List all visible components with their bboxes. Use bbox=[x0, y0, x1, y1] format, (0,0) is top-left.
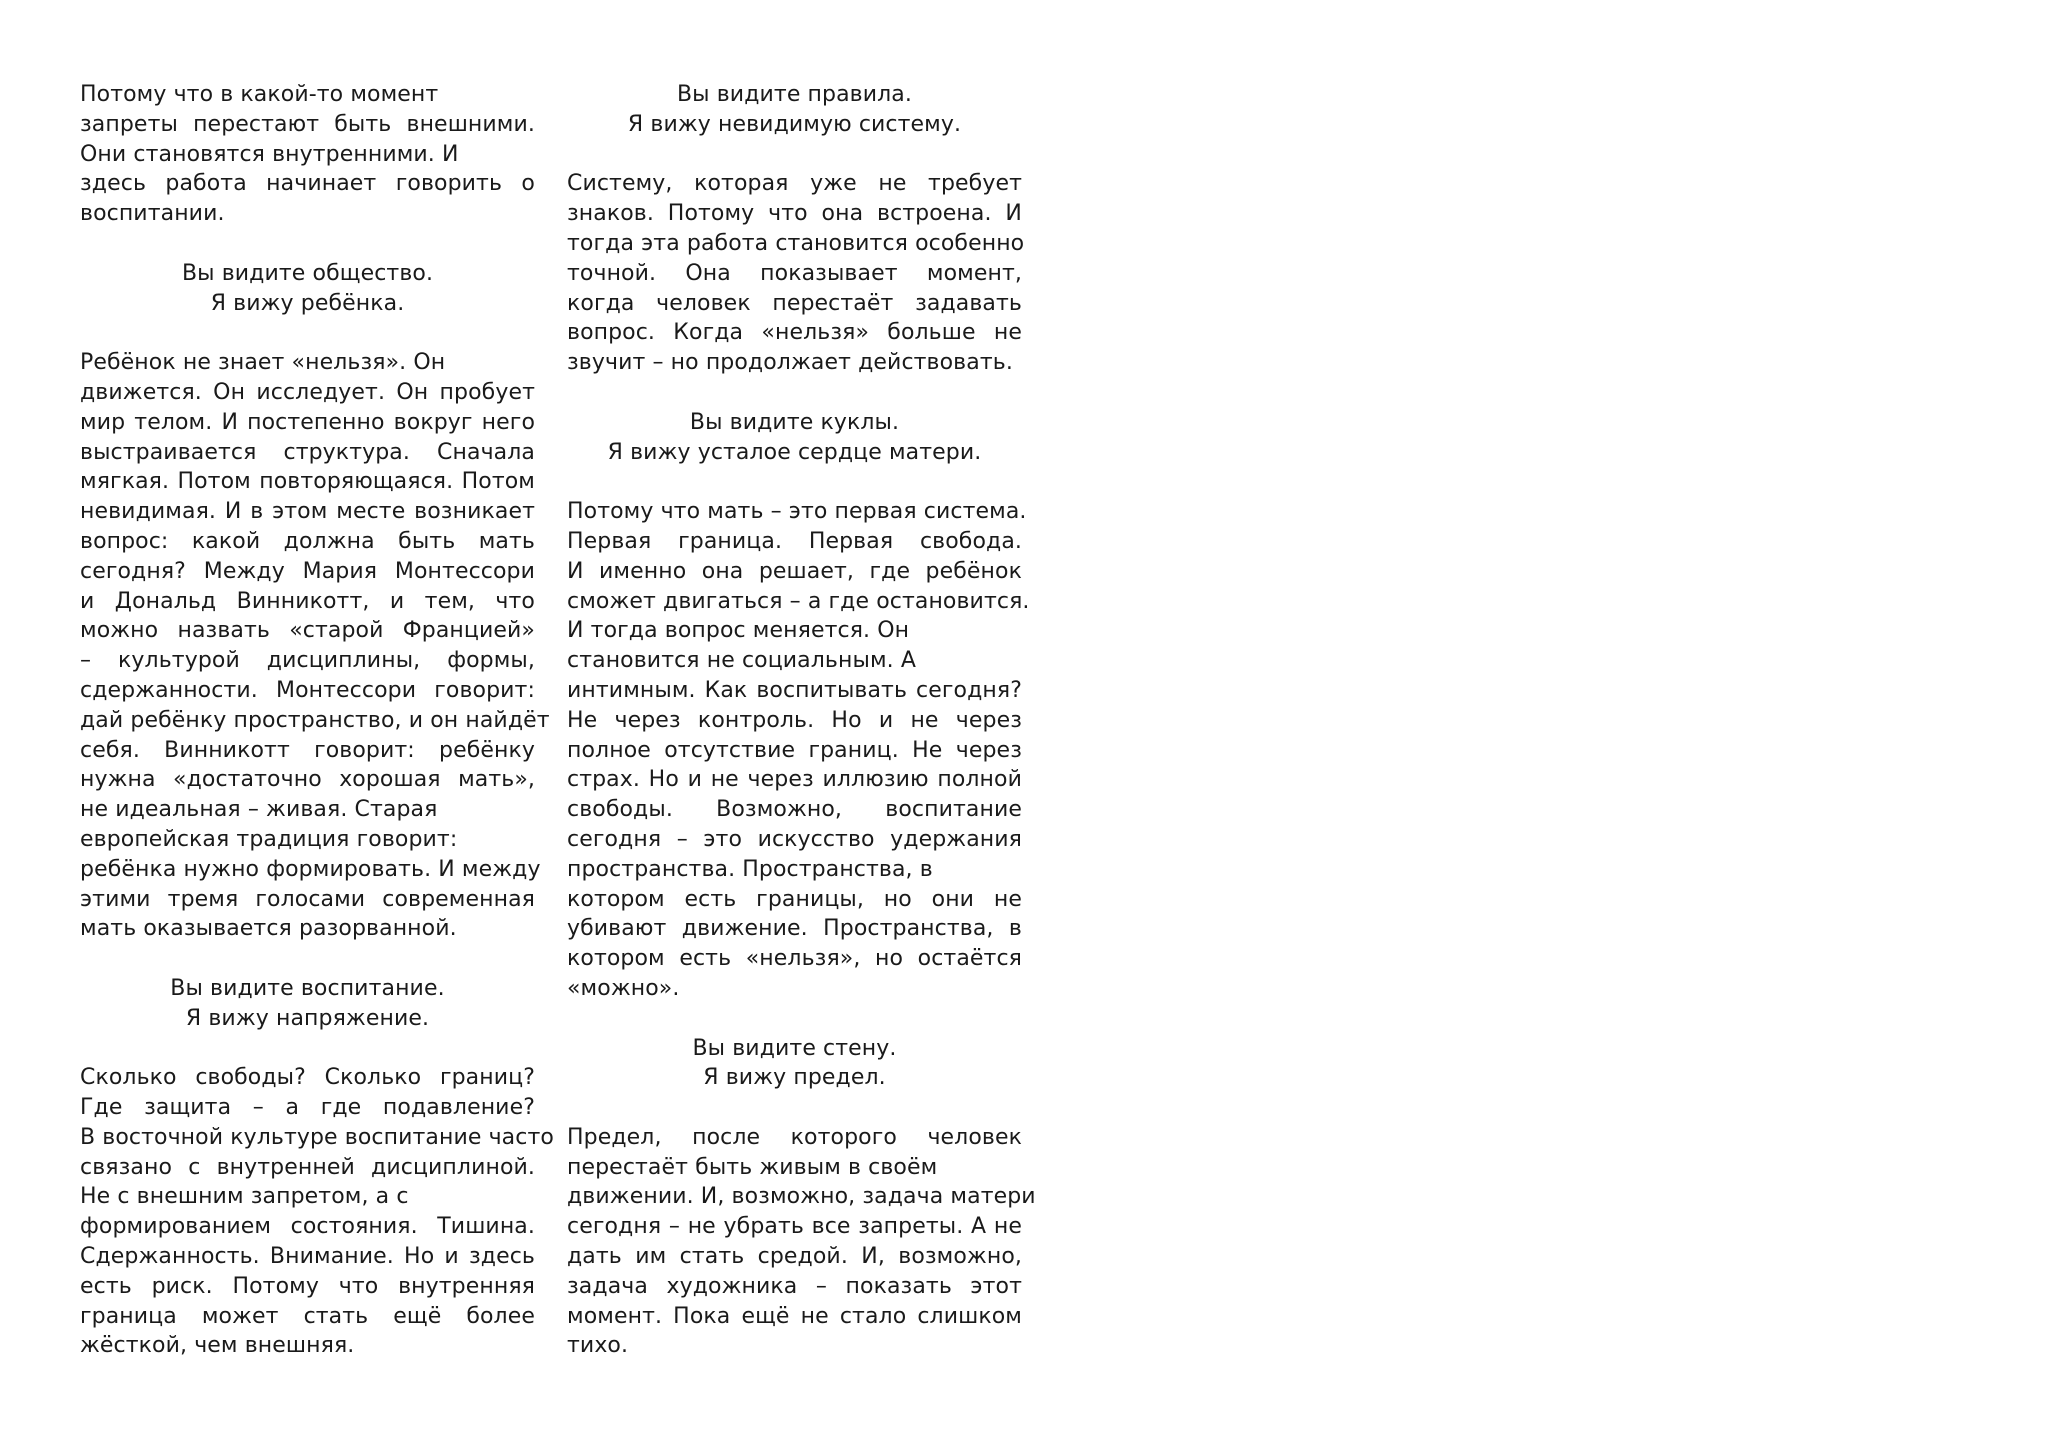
text-line: сегодня – это искусство удержания bbox=[567, 826, 1022, 852]
couplet-block bbox=[80, 259, 535, 319]
text-line: выстраивается структура. Сначала bbox=[80, 439, 535, 465]
text-line: И тогда вопрос меняется. Он bbox=[567, 618, 910, 644]
text-line: невидимая. И в этом месте возникает bbox=[80, 499, 535, 525]
text-line: Не через контроль. Но и не через bbox=[567, 707, 1022, 733]
text-line: движется. Он исследует. Он пробует bbox=[80, 379, 535, 405]
text-line: сегодня – не убрать все запреты. А не bbox=[567, 1214, 1022, 1240]
text-line: можно назвать «старой Францией» bbox=[80, 618, 535, 644]
text-line: Я вижу усталое сердце матери. bbox=[607, 439, 982, 465]
text-line: «можно». bbox=[567, 975, 680, 1001]
text-line: здесь работа начинает говорить о bbox=[80, 171, 535, 197]
text-line: страх. Но и не через иллюзию полной bbox=[567, 767, 1022, 793]
text-line: мир телом. И постепенно вокруг него bbox=[80, 409, 535, 435]
text-line: Вы видите правила. bbox=[676, 82, 912, 107]
text-line: Предел, после которого человек bbox=[567, 1124, 1022, 1150]
paragraph bbox=[567, 497, 1030, 1004]
paragraph bbox=[80, 348, 550, 944]
text-line: Я вижу ребёнка. bbox=[210, 290, 405, 316]
text-line: В восточной культуре воспитание часто bbox=[80, 1124, 554, 1150]
text-line: Вы видите воспитание. bbox=[170, 975, 445, 1001]
text-line: момент. Пока ещё не стало слишком bbox=[567, 1303, 1022, 1329]
text-line: себя. Винникотт говорит: ребёнку bbox=[80, 737, 535, 763]
text-line: воспитании. bbox=[80, 201, 225, 227]
text-line: запреты перестают быть внешними. bbox=[80, 111, 535, 137]
text-line: Потому что в какой-то момент bbox=[80, 82, 439, 107]
paragraph bbox=[567, 1123, 1036, 1361]
text-line: Первая граница. Первая свобода. bbox=[567, 528, 1022, 554]
text-line: жёсткой, чем внешняя. bbox=[80, 1333, 355, 1359]
text-line: Я вижу невидимую систему. bbox=[627, 111, 962, 137]
text-line: ребёнка нужно формировать. И между bbox=[80, 856, 541, 882]
text-line: интимным. Как воспитывать сегодня? bbox=[567, 677, 1022, 703]
couplet-block bbox=[567, 408, 1022, 468]
text-line: знаков. Потому что она встроена. И bbox=[567, 201, 1022, 227]
text-line: тогда эта работа становится особенно bbox=[567, 230, 1025, 256]
text-line: сдержанности. Монтессори говорит: bbox=[80, 677, 535, 703]
text-line: котором есть «нельзя», но остаётся bbox=[567, 946, 1022, 972]
text-line: Систему, которая уже не требует bbox=[567, 171, 1022, 197]
text-line: не идеальная – живая. Старая bbox=[80, 797, 438, 823]
text-line: дай ребёнку пространство, и он найдёт bbox=[80, 707, 550, 733]
text-line: нужна «достаточно хорошая мать», bbox=[80, 767, 535, 793]
text-line: становится не социальным. А bbox=[567, 648, 916, 674]
text-line: убивают движение. Пространства, в bbox=[567, 916, 1022, 942]
text-line: вопрос. Когда «нельзя» больше не bbox=[567, 320, 1022, 346]
text-line: перестаёт быть живым в своём bbox=[567, 1154, 938, 1180]
text-line: и Дональд Винникотт, и тем, что bbox=[80, 588, 535, 614]
text-line: Вы видите стену. bbox=[692, 1035, 897, 1061]
left-text-column bbox=[80, 80, 554, 1361]
text-line: Сдержанность. Внимание. Но и здесь bbox=[80, 1244, 535, 1270]
right-text-column bbox=[567, 80, 1036, 1361]
text-line: мягкая. Потом повторяющаяся. Потом bbox=[80, 469, 535, 495]
text-line: Вы видите куклы. bbox=[689, 409, 900, 435]
text-line: полное отсутствие границ. Не через bbox=[567, 737, 1022, 763]
text-line: вопрос: какой должна быть мать bbox=[80, 528, 535, 554]
text-line: Я вижу напряжение. bbox=[185, 1005, 430, 1031]
text-line: формированием состояния. Тишина. bbox=[80, 1214, 535, 1240]
text-line: Сколько свободы? Сколько границ? bbox=[80, 1065, 535, 1091]
text-line: связано с внутренней дисциплиной. bbox=[80, 1154, 535, 1180]
text-line: движении. И, возможно, задача матери bbox=[567, 1184, 1036, 1210]
paragraph bbox=[567, 169, 1025, 378]
text-line: Я вижу предел. bbox=[703, 1065, 886, 1091]
couplet-block bbox=[80, 974, 535, 1034]
text-line: когда человек перестаёт задавать bbox=[567, 290, 1022, 316]
text-line: Потому что мать – это первая система. bbox=[567, 499, 1027, 525]
text-line: пространства. Пространства, в bbox=[567, 856, 933, 882]
text-line: Где защита – а где подавление? bbox=[80, 1095, 535, 1121]
paragraph bbox=[80, 80, 535, 229]
text-line: сегодня? Между Мария Монтессори bbox=[80, 558, 535, 584]
text-line: сможет двигаться – а где остановится. bbox=[567, 588, 1030, 614]
text-line: свободы. Возможно, воспитание bbox=[567, 797, 1022, 823]
text-line: есть риск. Потому что внутренняя bbox=[80, 1273, 535, 1299]
couplet-block bbox=[567, 1034, 1022, 1094]
text-line: дать им стать средой. И, возможно, bbox=[567, 1244, 1022, 1270]
text-line: Ребёнок не знает «нельзя». Он bbox=[80, 350, 446, 376]
text-line: И именно она решает, где ребёнок bbox=[567, 558, 1022, 584]
text-line: этими тремя голосами современная bbox=[80, 886, 535, 912]
text-line: Не с внешним запретом, а с bbox=[80, 1184, 409, 1210]
text-line: европейская традиция говорит: bbox=[80, 826, 458, 852]
text-line: точной. Она показывает момент, bbox=[567, 260, 1022, 286]
text-line: звучит – но продолжает действовать. bbox=[567, 350, 1013, 376]
text-line: задача художника – показать этот bbox=[567, 1273, 1022, 1299]
text-line: граница может стать ещё более bbox=[80, 1303, 535, 1329]
text-line: мать оказывается разорванной. bbox=[80, 916, 457, 942]
couplet-block bbox=[567, 80, 1022, 140]
text-line: тихо. bbox=[567, 1333, 629, 1359]
paragraph bbox=[80, 1063, 554, 1361]
text-line: котором есть границы, но они не bbox=[567, 886, 1022, 912]
text-line: – культурой дисциплины, формы, bbox=[80, 648, 535, 674]
text-line: Они становятся внутренними. И bbox=[80, 141, 459, 167]
text-line: Вы видите общество. bbox=[181, 260, 434, 286]
